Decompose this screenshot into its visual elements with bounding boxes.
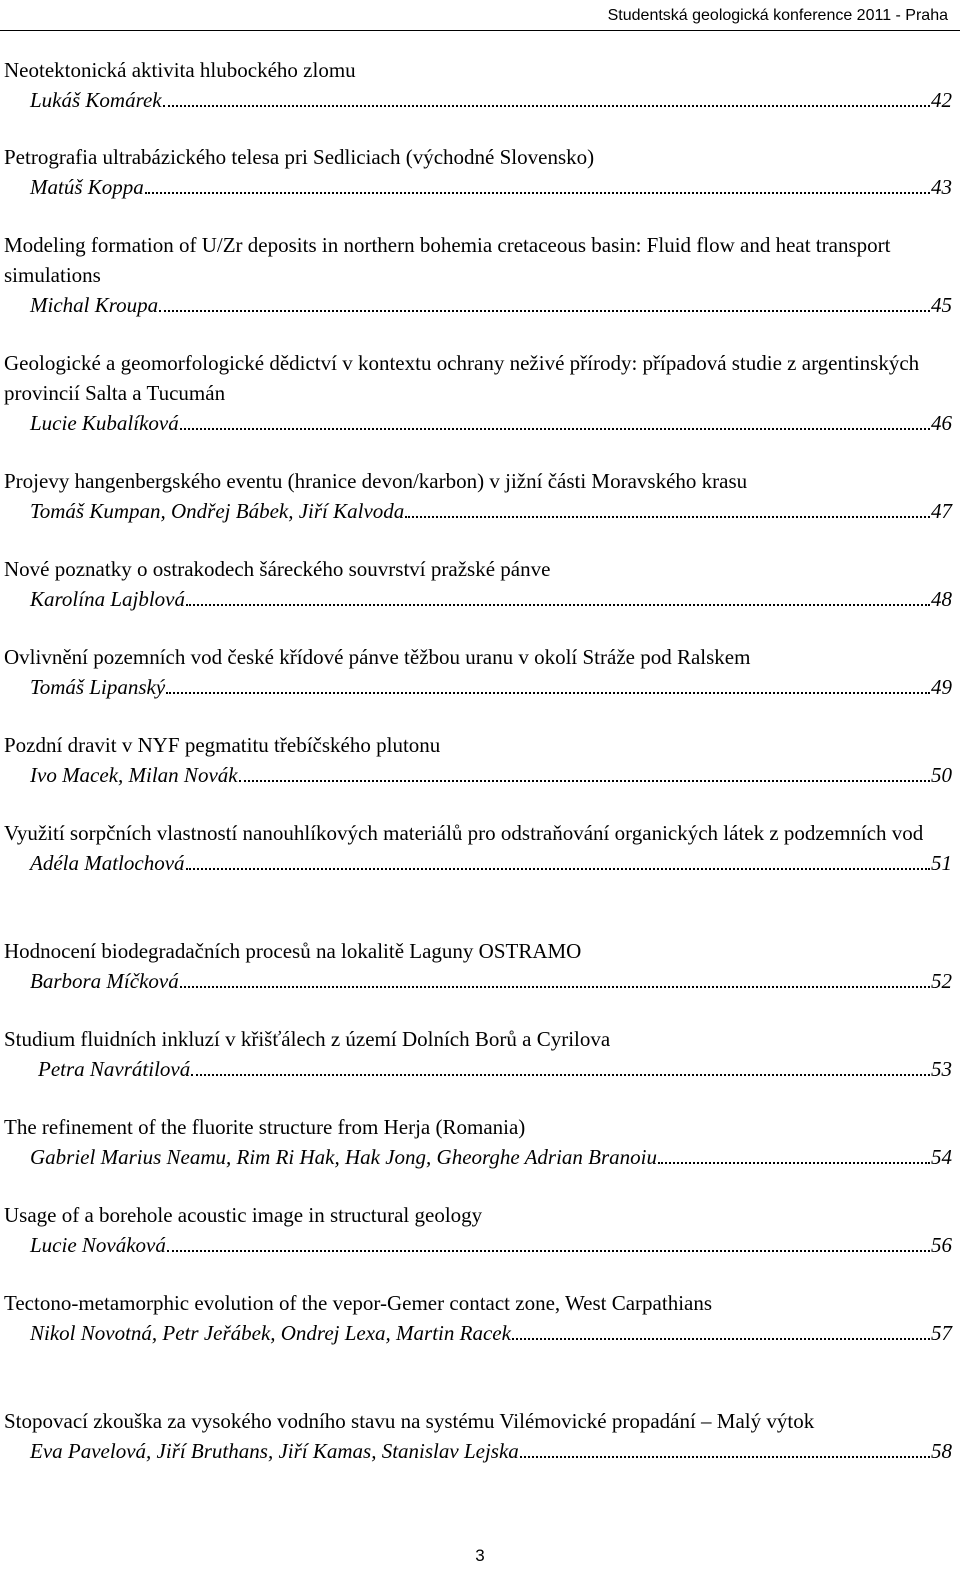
- entry-authors: Lucie Kubalíková: [30, 411, 179, 435]
- entry-page: 43: [931, 175, 952, 199]
- entry-title: Ovlivnění pozemních vod české křídové pánve těžbou uranu v okolí Stráže pod Ralskem: [4, 645, 751, 669]
- toc-entry: [4, 642, 952, 702]
- entry-page: 56: [931, 1233, 952, 1257]
- entry-title: Využití sorpčních vlastností nanouhlíkových materiálů pro odstraňování organických látek z podzemních vod: [4, 821, 924, 845]
- dot-leader: [186, 604, 930, 606]
- entry-title: Modeling formation of U/Zr deposits in northern bohemia cretaceous basin: Fluid flow and heat transport simulations: [4, 233, 891, 287]
- dot-leader: [166, 692, 930, 694]
- entry-authors-line: [4, 1230, 952, 1260]
- page-number: 3: [475, 1546, 485, 1565]
- entry-page: 57: [931, 1321, 952, 1345]
- dot-leader: [658, 1162, 930, 1164]
- entry-authors-line: [4, 85, 952, 115]
- entry-authors-line: [4, 1436, 952, 1466]
- entry-title: Tectono-metamorphic evolution of the vepor-Gemer contact zone, West Carpathians: [4, 1291, 713, 1315]
- entry-authors: Ivo Macek, Milan Novák: [30, 763, 238, 787]
- entry-authors-line: [4, 172, 952, 202]
- dot-leader: [180, 428, 930, 430]
- entry-title: Studium fluidních inkluzí v křišťálech z území Dolních Borů a Cyrilova: [4, 1027, 611, 1051]
- entry-authors-line: [4, 584, 952, 614]
- dot-leader: [163, 105, 930, 107]
- conference-header-text: Studentská geologická konference 2011 - Praha: [607, 7, 948, 24]
- entry-authors: Barbora Míčková: [30, 969, 179, 993]
- toc-entry: [4, 55, 952, 115]
- entry-title: The refinement of the fluorite structure from Herja (Romania): [4, 1115, 526, 1139]
- entry-authors-line: [4, 672, 952, 702]
- dot-leader: [512, 1338, 930, 1340]
- entry-title: Projevy hangenbergského eventu (hranice devon/karbon) v jižní části Moravského krasu: [4, 469, 748, 493]
- dot-leader: [145, 192, 930, 194]
- toc-entry: [4, 1112, 952, 1172]
- entry-page: 47: [931, 499, 952, 523]
- entry-title: Geologické a geomorfologické dědictví v kontextu ochrany neživé přírody: případová studie z argentinských provincií Salta a Tucumán: [4, 351, 920, 405]
- entry-authors-line: [4, 966, 952, 996]
- entry-authors: Tomáš Kumpan, Ondřej Bábek, Jiří Kalvoda: [30, 499, 405, 523]
- entry-page: 54: [931, 1145, 952, 1169]
- entry-authors-line: [4, 290, 952, 320]
- entry-authors-line: [4, 760, 952, 790]
- entry-authors: Matúš Koppa: [30, 175, 144, 199]
- entry-title: Hodnocení biodegradačních procesů na lokalitě Laguny OSTRAMO: [4, 939, 582, 963]
- toc-entry: [4, 348, 952, 438]
- entry-authors-line: [4, 1142, 952, 1172]
- entry-title: Petrografia ultrabázického telesa pri Sedliciach (východné Slovensko): [4, 145, 595, 169]
- dot-leader: [180, 986, 930, 988]
- entry-page: 51: [931, 851, 952, 875]
- dot-leader: [167, 1250, 930, 1252]
- entry-authors: Tomáš Lipanský: [30, 675, 166, 699]
- entry-authors: Karolína Lajblová: [30, 587, 185, 611]
- entry-authors: Lukáš Komárek: [30, 88, 162, 112]
- entry-authors-line: [4, 408, 952, 438]
- entry-authors: Nikol Novotná, Petr Jeřábek, Ondrej Lexa, Martin Racek: [30, 1321, 511, 1345]
- dot-leader: [520, 1456, 930, 1458]
- toc-entry: [4, 1288, 952, 1348]
- entry-authors: Lucie Nováková: [30, 1233, 166, 1257]
- toc-entry: [4, 554, 952, 614]
- dot-leader: [405, 516, 930, 518]
- entry-authors: Adéla Matlochová: [30, 851, 185, 875]
- dot-leader: [239, 780, 930, 782]
- entry-page: 42: [931, 88, 952, 112]
- entry-page: 52: [931, 969, 952, 993]
- entry-authors: Michal Kroupa: [30, 293, 159, 317]
- entry-page: 58: [931, 1439, 952, 1463]
- entry-page: 53: [931, 1057, 952, 1081]
- entry-authors: Petra Navrátilová: [38, 1057, 191, 1081]
- entry-authors-line: [4, 496, 952, 526]
- entry-page: 46: [931, 411, 952, 435]
- toc-entry: [4, 1406, 952, 1466]
- toc-entry: [4, 1024, 952, 1084]
- entry-title: Nové poznatky o ostrakodech šáreckého souvrství pražské pánve: [4, 557, 551, 581]
- entry-authors-line: [4, 1318, 952, 1348]
- entry-authors-line: [4, 848, 952, 878]
- entry-page: 50: [931, 763, 952, 787]
- entry-page: 49: [931, 675, 952, 699]
- entry-authors-line: [4, 1054, 952, 1084]
- toc-entry: [4, 818, 952, 878]
- entry-title: Stopovací zkouška za vysokého vodního stavu na systému Vilémovické propadání – Malý výtok: [4, 1409, 815, 1433]
- dot-leader: [186, 868, 930, 870]
- toc-entry: [4, 936, 952, 996]
- toc-entry: [4, 230, 952, 320]
- entry-title: Usage of a borehole acoustic image in structural geology: [4, 1203, 483, 1227]
- dot-leader: [159, 310, 930, 312]
- entry-authors: Eva Pavelová, Jiří Bruthans, Jiří Kamas, Stanislav Lejska: [30, 1439, 519, 1463]
- entry-title: Neotektonická aktivita hlubockého zlomu: [4, 58, 356, 82]
- toc-entry: [4, 730, 952, 790]
- entry-title: Pozdní dravit v NYF pegmatitu třebíčského plutonu: [4, 733, 441, 757]
- entry-authors: Gabriel Marius Neamu, Rim Ri Hak, Hak Jong, Gheorghe Adrian Branoiu: [30, 1145, 658, 1169]
- entry-page: 48: [931, 587, 952, 611]
- entry-page: 45: [931, 293, 952, 317]
- page-header: [0, 0, 960, 31]
- toc-entry: [4, 142, 952, 202]
- toc-entry: [4, 1200, 952, 1260]
- dot-leader: [191, 1074, 930, 1076]
- toc-entry: [4, 466, 952, 526]
